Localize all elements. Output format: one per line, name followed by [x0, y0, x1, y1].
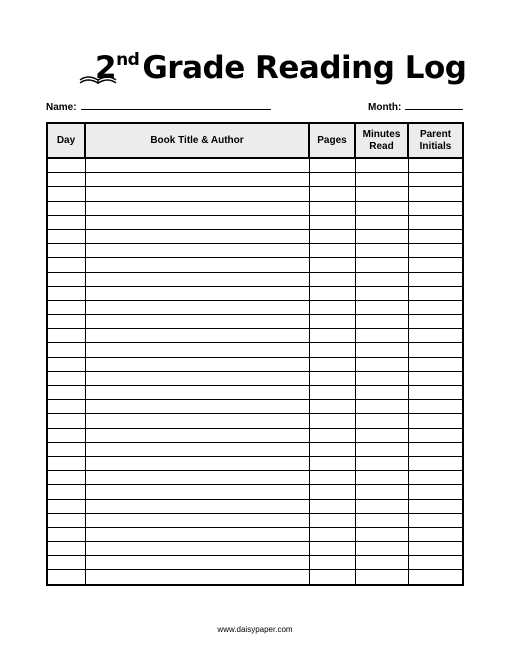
cell-book[interactable]	[85, 513, 309, 527]
cell-minutes[interactable]	[355, 513, 408, 527]
cell-initials[interactable]	[408, 357, 463, 371]
cell-pages[interactable]	[309, 357, 355, 371]
cell-initials[interactable]	[408, 386, 463, 400]
cell-initials[interactable]	[408, 215, 463, 229]
cell-initials[interactable]	[408, 329, 463, 343]
cell-pages[interactable]	[309, 329, 355, 343]
table-row	[47, 173, 463, 187]
cell-minutes[interactable]	[355, 158, 408, 173]
cell-initials[interactable]	[408, 456, 463, 470]
cell-day[interactable]	[47, 173, 85, 187]
cell-book[interactable]	[85, 485, 309, 499]
table-row	[47, 329, 463, 343]
cell-pages[interactable]	[309, 527, 355, 541]
cell-minutes[interactable]	[355, 556, 408, 570]
cell-book[interactable]	[85, 272, 309, 286]
cell-day[interactable]	[47, 343, 85, 357]
cell-book[interactable]	[85, 229, 309, 243]
cell-pages[interactable]	[309, 386, 355, 400]
cell-initials[interactable]	[408, 201, 463, 215]
cell-day[interactable]	[47, 371, 85, 385]
cell-pages[interactable]	[309, 215, 355, 229]
cell-minutes[interactable]	[355, 499, 408, 513]
page-title	[95, 48, 466, 88]
cell-book[interactable]	[85, 400, 309, 414]
cell-day[interactable]	[47, 229, 85, 243]
cell-pages[interactable]	[309, 542, 355, 556]
cell-initials[interactable]	[408, 542, 463, 556]
cell-book[interactable]	[85, 357, 309, 371]
cell-book[interactable]	[85, 442, 309, 456]
cell-initials[interactable]	[408, 315, 463, 329]
month-field[interactable]	[368, 100, 463, 113]
table-row	[47, 542, 463, 556]
cell-pages[interactable]	[309, 201, 355, 215]
table-row	[47, 386, 463, 400]
cell-pages[interactable]	[309, 428, 355, 442]
cell-day[interactable]	[47, 428, 85, 442]
cell-book[interactable]	[85, 456, 309, 470]
table-row	[47, 258, 463, 272]
name-label: Name:	[46, 102, 77, 113]
cell-minutes[interactable]	[355, 272, 408, 286]
cell-minutes[interactable]	[355, 386, 408, 400]
cell-day[interactable]	[47, 315, 85, 329]
cell-book[interactable]	[85, 173, 309, 187]
cell-day[interactable]	[47, 244, 85, 258]
cell-pages[interactable]	[309, 158, 355, 173]
cell-book[interactable]	[85, 499, 309, 513]
cell-initials[interactable]	[408, 400, 463, 414]
title-text: Grade Reading Log	[142, 50, 467, 86]
cell-minutes[interactable]	[355, 229, 408, 243]
cell-initials[interactable]	[408, 499, 463, 513]
table-row	[47, 201, 463, 215]
table-row	[47, 556, 463, 570]
cell-book[interactable]	[85, 329, 309, 343]
cell-initials[interactable]	[408, 513, 463, 527]
cell-minutes[interactable]	[355, 471, 408, 485]
cell-minutes[interactable]	[355, 542, 408, 556]
cell-initials[interactable]	[408, 343, 463, 357]
cell-minutes[interactable]	[355, 456, 408, 470]
cell-day[interactable]	[47, 286, 85, 300]
table-row	[47, 371, 463, 385]
cell-book[interactable]	[85, 542, 309, 556]
table-row	[47, 527, 463, 541]
cell-book[interactable]	[85, 414, 309, 428]
cell-initials[interactable]	[408, 158, 463, 173]
table-row	[47, 428, 463, 442]
table-row	[47, 485, 463, 499]
cell-book[interactable]	[85, 471, 309, 485]
header-day: Day	[47, 123, 85, 158]
title-area	[0, 46, 510, 92]
cell-book[interactable]	[85, 244, 309, 258]
table-row	[47, 343, 463, 357]
cell-day[interactable]	[47, 386, 85, 400]
cell-minutes[interactable]	[355, 414, 408, 428]
cell-day[interactable]	[47, 215, 85, 229]
cell-minutes[interactable]	[355, 244, 408, 258]
cell-initials[interactable]	[408, 371, 463, 385]
cell-day[interactable]	[47, 329, 85, 343]
cell-minutes[interactable]	[355, 442, 408, 456]
cell-pages[interactable]	[309, 173, 355, 187]
cell-book[interactable]	[85, 258, 309, 272]
cell-pages[interactable]	[309, 442, 355, 456]
cell-book[interactable]	[85, 527, 309, 541]
cell-minutes[interactable]	[355, 400, 408, 414]
cell-day[interactable]	[47, 542, 85, 556]
cell-pages[interactable]	[309, 414, 355, 428]
cell-initials[interactable]	[408, 229, 463, 243]
cell-day[interactable]	[47, 513, 85, 527]
cell-minutes[interactable]	[355, 187, 408, 201]
table-row	[47, 400, 463, 414]
cell-pages[interactable]	[309, 315, 355, 329]
cell-minutes[interactable]	[355, 428, 408, 442]
cell-initials[interactable]	[408, 272, 463, 286]
name-blank-line[interactable]	[81, 100, 271, 110]
cell-pages[interactable]	[309, 286, 355, 300]
cell-minutes[interactable]	[355, 329, 408, 343]
cell-pages[interactable]	[309, 272, 355, 286]
cell-day[interactable]	[47, 201, 85, 215]
cell-day[interactable]	[47, 187, 85, 201]
cell-pages[interactable]	[309, 300, 355, 314]
table-row	[47, 286, 463, 300]
header-parent-initials: Parent Initials	[408, 123, 463, 158]
cell-book[interactable]	[85, 343, 309, 357]
cell-pages[interactable]	[309, 400, 355, 414]
cell-pages[interactable]	[309, 258, 355, 272]
cell-day[interactable]	[47, 556, 85, 570]
table-row	[47, 513, 463, 527]
cell-pages[interactable]	[309, 371, 355, 385]
cell-minutes[interactable]	[355, 527, 408, 541]
cell-initials[interactable]	[408, 556, 463, 570]
cell-initials[interactable]	[408, 442, 463, 456]
cell-initials[interactable]	[408, 570, 463, 585]
table-row	[47, 414, 463, 428]
cell-day[interactable]	[47, 570, 85, 585]
cell-pages[interactable]	[309, 485, 355, 499]
cell-book[interactable]	[85, 386, 309, 400]
cell-initials[interactable]	[408, 258, 463, 272]
cell-day[interactable]	[47, 158, 85, 173]
cell-minutes[interactable]	[355, 173, 408, 187]
cell-pages[interactable]	[309, 244, 355, 258]
header-book-title-author: Book Title & Author	[85, 123, 309, 158]
cell-pages[interactable]	[309, 556, 355, 570]
table-row	[47, 442, 463, 456]
cell-minutes[interactable]	[355, 371, 408, 385]
table-row	[47, 357, 463, 371]
table-row	[47, 499, 463, 513]
cell-day[interactable]	[47, 456, 85, 470]
table-row	[47, 300, 463, 314]
table-row	[47, 570, 463, 585]
cell-minutes[interactable]	[355, 570, 408, 585]
cell-book[interactable]	[85, 556, 309, 570]
cell-pages[interactable]	[309, 570, 355, 585]
cell-book[interactable]	[85, 286, 309, 300]
table-row	[47, 229, 463, 243]
table-row	[47, 244, 463, 258]
table-row	[47, 456, 463, 470]
table-row	[47, 158, 463, 173]
header-pages: Pages	[309, 123, 355, 158]
cell-book[interactable]	[85, 428, 309, 442]
cell-pages[interactable]	[309, 229, 355, 243]
cell-day[interactable]	[47, 414, 85, 428]
cell-minutes[interactable]	[355, 201, 408, 215]
cell-book[interactable]	[85, 201, 309, 215]
cell-day[interactable]	[47, 527, 85, 541]
title-ordinal-number: 2	[95, 50, 117, 86]
cell-minutes[interactable]	[355, 286, 408, 300]
cell-book[interactable]	[85, 187, 309, 201]
cell-day[interactable]	[47, 442, 85, 456]
table-row	[47, 471, 463, 485]
reading-log-table	[46, 122, 464, 586]
cell-book[interactable]	[85, 215, 309, 229]
cell-initials[interactable]	[408, 300, 463, 314]
cell-initials[interactable]	[408, 428, 463, 442]
cell-book[interactable]	[85, 315, 309, 329]
cell-pages[interactable]	[309, 471, 355, 485]
cell-minutes[interactable]	[355, 315, 408, 329]
cell-minutes[interactable]	[355, 215, 408, 229]
month-blank-line[interactable]	[405, 100, 463, 110]
cell-minutes[interactable]	[355, 300, 408, 314]
cell-day[interactable]	[47, 357, 85, 371]
cell-book[interactable]	[85, 300, 309, 314]
cell-minutes[interactable]	[355, 258, 408, 272]
title-ordinal-suffix: nd	[116, 50, 140, 70]
cell-book[interactable]	[85, 371, 309, 385]
table-row	[47, 315, 463, 329]
header-minutes-read: Minutes Read	[355, 123, 408, 158]
month-label: Month:	[368, 102, 402, 113]
cell-pages[interactable]	[309, 499, 355, 513]
cell-initials[interactable]	[408, 187, 463, 201]
table-row	[47, 272, 463, 286]
footer-url: www.daisypaper.com	[217, 625, 293, 634]
cell-initials[interactable]	[408, 244, 463, 258]
cell-day[interactable]	[47, 471, 85, 485]
cell-day[interactable]	[47, 258, 85, 272]
cell-day[interactable]	[47, 272, 85, 286]
name-field[interactable]	[46, 100, 271, 113]
cell-pages[interactable]	[309, 187, 355, 201]
cell-initials[interactable]	[408, 471, 463, 485]
table-header-row	[47, 123, 463, 158]
cell-day[interactable]	[47, 485, 85, 499]
cell-minutes[interactable]	[355, 357, 408, 371]
cell-initials[interactable]	[408, 414, 463, 428]
cell-initials[interactable]	[408, 527, 463, 541]
cell-book[interactable]	[85, 570, 309, 585]
cell-book[interactable]	[85, 158, 309, 173]
cell-initials[interactable]	[408, 286, 463, 300]
cell-day[interactable]	[47, 400, 85, 414]
cell-minutes[interactable]	[355, 485, 408, 499]
cell-pages[interactable]	[309, 343, 355, 357]
cell-minutes[interactable]	[355, 343, 408, 357]
cell-pages[interactable]	[309, 456, 355, 470]
cell-day[interactable]	[47, 499, 85, 513]
cell-pages[interactable]	[309, 513, 355, 527]
table-row	[47, 187, 463, 201]
cell-initials[interactable]	[408, 173, 463, 187]
cell-day[interactable]	[47, 300, 85, 314]
table-row	[47, 215, 463, 229]
cell-initials[interactable]	[408, 485, 463, 499]
